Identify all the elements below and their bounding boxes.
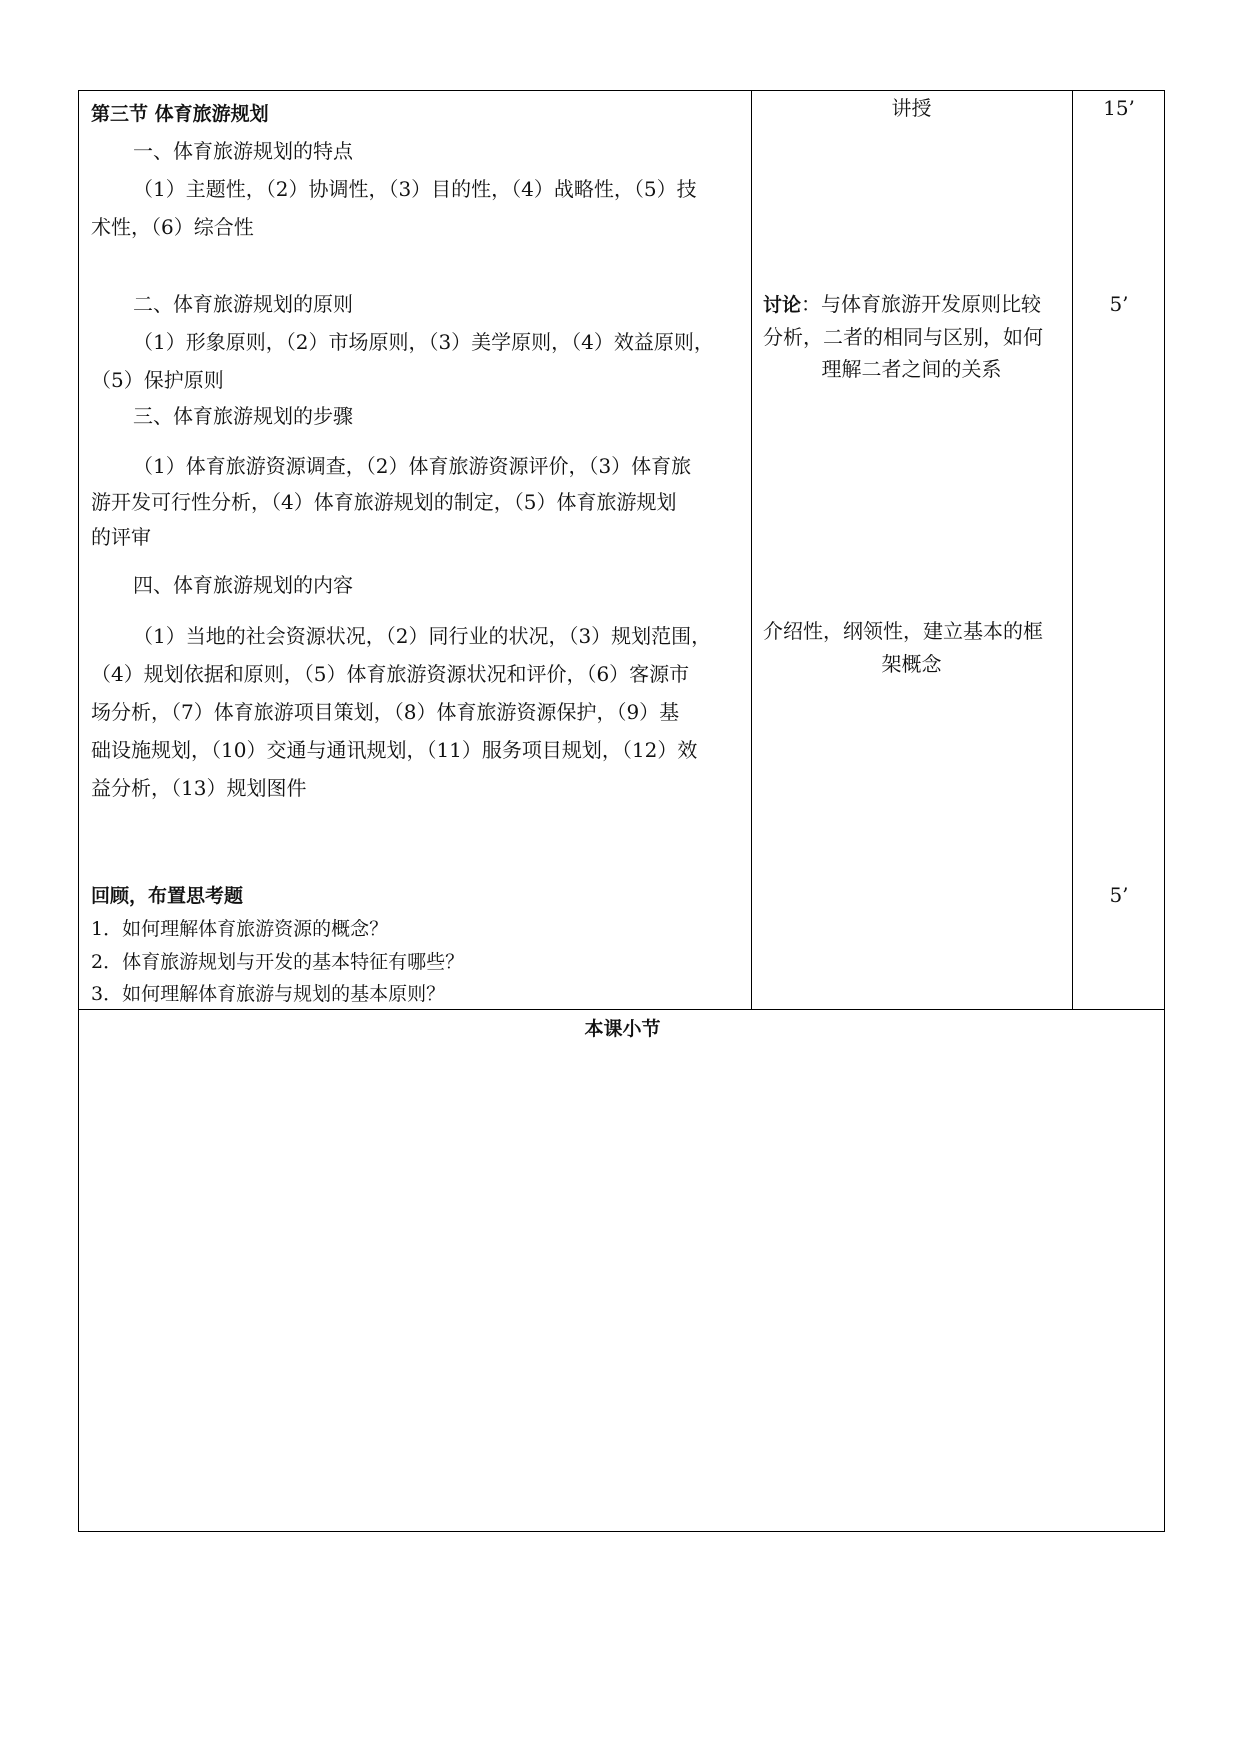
contents-line-4: 础设施规划，（10）交通与通讯规划，（11）服务项目规划，（12）效 — [91, 738, 698, 762]
principles-line-2: （5）保护原则 — [91, 368, 224, 392]
section-title: 第三节 体育旅游规划 — [91, 103, 269, 125]
question-3: 3．如何理解体育旅游与规划的基本原则？ — [91, 983, 446, 1005]
contents-line-2: （4）规划依据和原则，（5）体育旅游资源状况和评价，（6）客源市 — [91, 662, 690, 686]
heading-features: 一、体育旅游规划的特点 — [133, 139, 353, 163]
method-intro-line-1: 介绍性，纲领性，建立基本的框 — [763, 619, 1043, 643]
steps-line-2: 游开发可行性分析，（4）体育旅游规划的制定，（5）体育旅游规划 — [91, 490, 677, 514]
method-discussion-line-1 — [763, 291, 1041, 318]
discussion-text: ：与体育旅游开发原则比较 — [801, 292, 1042, 316]
method-intro-line-2: 架概念 — [881, 652, 942, 676]
column-divider-2 — [1072, 91, 1073, 1009]
lesson-plan-table — [78, 90, 1165, 1532]
summary-title: 本课小节 — [584, 1018, 661, 1040]
review-title: 回顾，布置思考题 — [91, 885, 244, 907]
heading-contents: 四、体育旅游规划的内容 — [133, 573, 353, 597]
time-3: 5’ — [1109, 883, 1129, 907]
column-divider-1 — [751, 91, 752, 1009]
heading-principles: 二、体育旅游规划的原则 — [133, 292, 353, 316]
features-line-1: （1）主题性，（2）协调性，（3）目的性，（4）战略性，（5）技 — [133, 177, 697, 201]
method-discussion-line-2: 分析，二者的相同与区别，如何 — [763, 325, 1043, 349]
method-lecture: 讲授 — [891, 96, 932, 120]
features-line-2: 术性，（6）综合性 — [91, 215, 254, 239]
steps-line-1: （1）体育旅游资源调查，（2）体育旅游资源评价，（3）体育旅 — [133, 454, 692, 478]
time-2: 5’ — [1109, 292, 1129, 316]
question-1: 1．如何理解体育旅游资源的概念？ — [91, 918, 389, 940]
method-discussion-line-3: 理解二者之间的关系 — [821, 357, 1002, 381]
heading-steps: 三、体育旅游规划的步骤 — [133, 404, 353, 428]
contents-line-1: （1）当地的社会资源状况，（2）同行业的状况，（3）规划范围， — [133, 624, 712, 648]
contents-line-3: 场分析，（7）体育旅游项目策划，（8）体育旅游资源保护，（9）基 — [91, 700, 680, 724]
question-2: 2．体育旅游规划与开发的基本特征有哪些？ — [91, 951, 465, 973]
time-1: 15’ — [1103, 96, 1135, 120]
contents-line-5: 益分析，（13）规划图件 — [91, 776, 307, 800]
discussion-label: 讨论 — [763, 294, 802, 316]
row-divider — [79, 1009, 1164, 1010]
steps-line-3: 的评审 — [91, 525, 151, 549]
principles-line-1: （1）形象原则，（2）市场原则，（3）美学原则，（4）效益原则， — [133, 330, 714, 354]
